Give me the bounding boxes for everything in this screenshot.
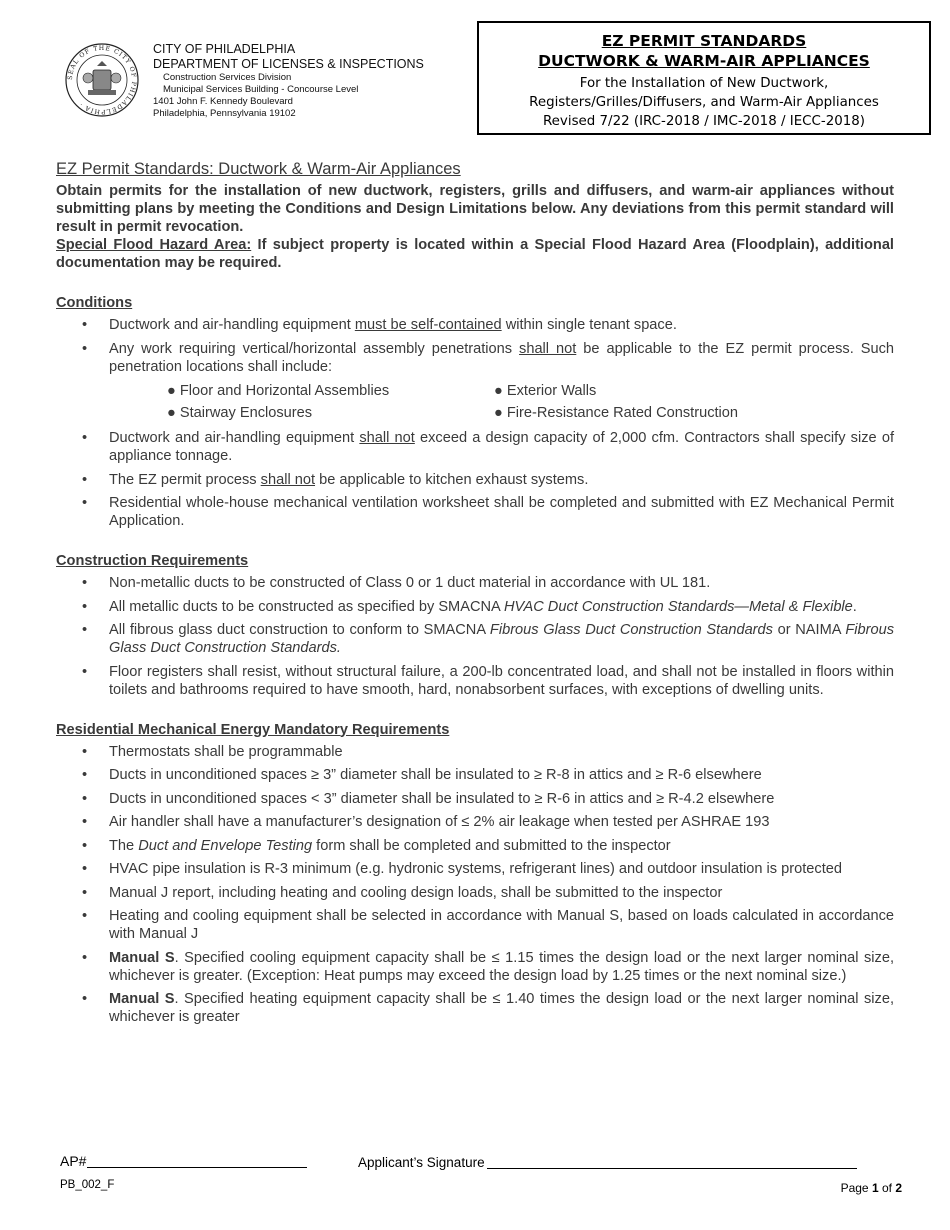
list-item: • Any work requiring vertical/horizontal assembly penetrations shall not be applicable to the EZ permit process. Such penetration locations shall include: ● Floor and Horizontal Assemblies ● Exterior Walls ● Stairway Enclosures ● Fire-Resistance Rated Construction [56,340,894,424]
division-name: Construction Services Division [163,72,292,83]
subtitle-line-3: Revised 7/22 (IRC-2018 / IMC-2018 / IECC-2018) [542,114,865,129]
sub-list-item: ● Floor and Horizontal Assemblies [167,382,390,399]
list-item: • Residential whole-house mechanical ventilation worksheet shall be completed and submitted with EZ Mechanical Permit Application. [56,494,894,530]
list-item: • Manual S. Specified heating equipment capacity shall be ≤ 1.40 times the design load or the next larger nominal size, whichever is greater [56,990,894,1026]
list-item: • Manual J report, including heating and cooling design loads, shall be submitted to the inspector [56,884,894,902]
document-body [56,160,894,1032]
title-line-1: EZ PERMIT STANDARDS [601,32,807,50]
building-name: Municipal Services Building - Concourse Level [163,84,359,95]
list-item: • Heating and cooling equipment shall be selected in accordance with Manual S, based on loads calculated in accordance with Manual J [56,907,894,943]
intro-paragraph: Obtain permits for the installation of new ductwork, registers, grills and diffusers, and warm-air appliances without submitting plans by meeting the Conditions and Design Limitations below. Any deviations from this permit standard will result in permit revocation. [56,183,894,235]
list-item: • All metallic ducts to be constructed as specified by SMACNA HVAC Duct Construction Standards—Metal & Flexible. [56,598,894,616]
intro-heading: EZ Permit Standards: Ductwork & Warm-Air Appliances [56,160,461,178]
subtitle-line-2: Registers/Grilles/Diffusers, and Warm-Air Appliances [529,95,879,110]
sub-list-item: ● Stairway Enclosures [167,404,313,421]
signature-label: Applicant’s Signature [358,1155,485,1170]
city-seal-logo [64,42,140,118]
list-item: • Thermostats shall be programmable [56,743,894,761]
agency-address-block [153,42,424,120]
city-state-zip: Philadelphia, Pennsylvania 19102 [153,108,296,119]
list-item: • Manual S. Specified cooling equipment capacity shall be ≤ 1.15 times the design load or the next larger nominal size, whichever is greater. (Exception: Heat pumps may exceed the design load by 1.25 times or the next nominal size.) [56,949,894,985]
subtitle-line-1: For the Installation of New Ductwork, [579,76,829,91]
sub-list-item: ● Fire-Resistance Rated Construction [494,404,739,421]
flood-hazard-text: If subject property is located within a Special Flood Hazard Area (Floodplain), additional documentation may be required. [56,237,894,271]
list-item: • HVAC pipe insulation is R-3 minimum (e.g. hydronic systems, refrigerant lines) and outdoor insulation is protected [56,860,894,878]
conditions-list [56,316,894,530]
page-number: Page 1 of 2 [840,1181,902,1195]
list-item: • Air handler shall have a manufacturer’s designation of ≤ 2% air leakage when tested per ASHRAE 193 [56,813,894,831]
list-item: • The Duct and Envelope Testing form shall be completed and submitted to the inspector [56,837,894,855]
signature-field[interactable] [487,1168,857,1169]
list-item: • Ductwork and air-handling equipment shall not exceed a design capacity of 2,000 cfm. Contractors shall specify size of appliance tonnage. [56,429,894,465]
conditions-section [56,294,894,530]
flood-hazard-label: Special Flood Hazard Area: [56,237,252,253]
title-box [477,21,931,135]
flood-hazard-paragraph [56,236,894,272]
city-name: CITY OF PHILADELPHIA [153,42,296,56]
energy-list [56,743,894,1027]
ap-number-label: AP# [60,1153,87,1169]
form-id: PB_002_F [60,1179,115,1191]
street-address: 1401 John F. Kennedy Boulevard [153,96,293,107]
list-item: • Non-metallic ducts to be constructed of Class 0 or 1 duct material in accordance with UL 181. [56,574,894,592]
conditions-heading: Conditions [56,295,133,311]
construction-section [56,552,894,699]
list-item: • Floor registers shall resist, without structural failure, a 200-lb concentrated load, and shall not be installed in floors within toilets and bathrooms required to have smooth, hard, nonabsorbent surfaces, with exceptions of dwelling units. [56,663,894,699]
sub-list-item: ● Exterior Walls [494,382,597,399]
penetration-locations [167,380,894,424]
list-item: • All fibrous glass duct construction to conform to SMACNA Fibrous Glass Duct Construction Standards or NAIMA Fibrous Glass Duct Construction Standards. [56,621,894,657]
ap-number-field[interactable] [87,1167,307,1168]
department-name: DEPARTMENT OF LICENSES & INSPECTIONS [153,57,424,71]
list-item: • Ductwork and air-handling equipment must be self-contained within single tenant space. [56,316,894,334]
svg-text:SEAL OF THE CITY OF PHILADELPH: SEAL OF THE CITY OF PHILADELPHIA · [66,44,138,116]
energy-heading: Residential Mechanical Energy Mandatory Requirements [56,721,450,738]
list-item: • Ducts in unconditioned spaces < 3” diameter shall be insulated to ≥ R-6 in attics and ≥ R-4.2 elsewhere [56,790,894,808]
list-item: • Ducts in unconditioned spaces ≥ 3” diameter shall be insulated to ≥ R-8 in attics and ≥ R-6 elsewhere [56,766,894,784]
energy-section [56,721,894,1027]
construction-list [56,574,894,699]
list-item: • The EZ permit process shall not be applicable to kitchen exhaust systems. [56,471,894,489]
title-line-2: DUCTWORK & WARM-AIR APPLIANCES [538,52,870,70]
construction-heading: Construction Requirements [56,553,249,569]
